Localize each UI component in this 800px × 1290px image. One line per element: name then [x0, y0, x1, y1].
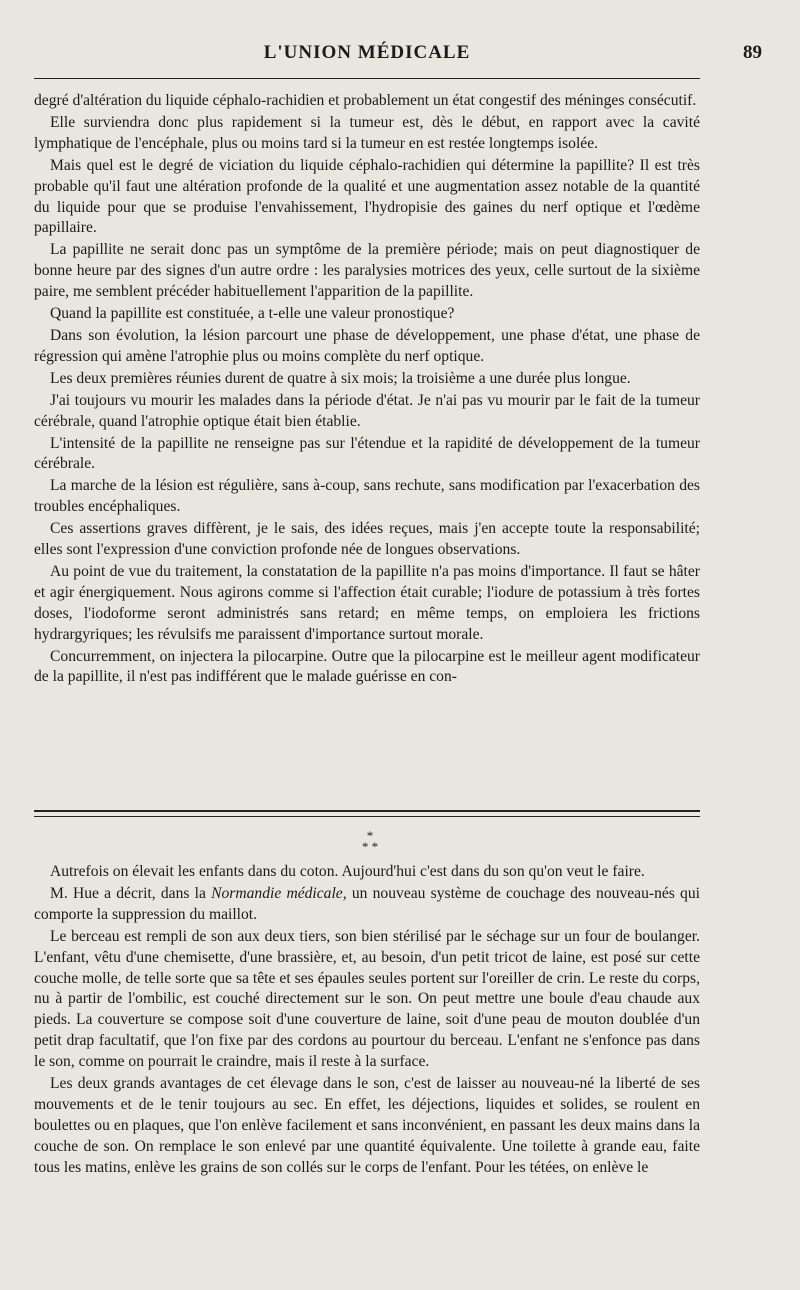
paragraph: Dans son évolution, la lésion parcourt une phase de développement, une phase d'état, une phase de régression qui amène l'atrophie plus ou moins complète du nerf optique. [34, 326, 700, 365]
article-son-bedding [34, 862, 700, 1180]
paragraph: La marche de la lésion est régulière, sans à-coup, sans rechute, sans modification par l'exacerbation des troubles encéphaliques. [34, 477, 700, 516]
journal-title: Normandie médicale, [211, 884, 347, 902]
paragraph: Concurremment, on injectera la pilocarpine. Outre que la pilocarpine est le meilleur agent modificateur de la papillite, il n'est pas indifférent que le malade guérisse en con- [34, 647, 700, 686]
page-number: 89 [743, 42, 762, 63]
running-title: L'UNION MÉDICALE [263, 42, 471, 63]
paragraph: Autrefois on élevait les enfants dans du coton. Aujourd'hui c'est dans du son qu'on veut le faire. [50, 863, 645, 880]
paragraph: Mais quel est le degré de viciation du liquide céphalo-rachidien qui détermine la papillite? Il est très probable qu'il faut une altération profonde de la qualité et une augmentation assez notable de la quantité du liquide pour que se produise l'envahissement, l'hydropisie des gaines du nerf optique et l'œdème papillaire. [34, 156, 700, 237]
paragraph: Elle surviendra donc plus rapidement si la tumeur est, dès le début, en rapport avec la cavité lymphatique de l'encéphale, plus ou moins tard si la tumeur en est restée longtemps isolée. [34, 113, 700, 152]
header-rule [34, 78, 700, 79]
paragraph: J'ai toujours vu mourir les malades dans la période d'état. Je n'ai pas vu mourir par le fait de la tumeur cérébrale, quand l'atrophie optique était bien établie. [34, 391, 700, 430]
paragraph [34, 884, 700, 926]
paragraph: Les deux grands avantages de cet élevage dans le son, c'est de laisser au nouveau-né la liberté de ses mouvements et de le tenir toujours au sec. En effet, les déjections, liquides et solides, se roulent en boulettes ou en plaques, que l'on enlève facilement et sans inconvénient, en passant les deux mains dans la couche de son. On remplace le son enlevé par une quantité équivalente. Une toilette à grande eau, faite tous les matins, enlève les grains de son collés sur le corps de l'enfant. Pour les tétées, on enlève le [34, 1075, 700, 1176]
article-continuation [34, 91, 700, 689]
paragraph: Les deux premières réunies durent de quatre à six mois; la troisième a une durée plus longue. [50, 369, 631, 387]
paragraph: L'intensité de la papillite ne renseigne pas sur l'étendue et la rapidité de développement de la tumeur cérébrale. [34, 434, 700, 473]
paragraph: Quand la papillite est constituée, a t-elle une valeur pronostique? [50, 305, 455, 323]
paragraph: Le berceau est rempli de son aux deux tiers, son bien stérilisé par le séchage sur un four de boulanger. L'enfant, vêtu d'une chemisette, d'une brassière, et, au besoin, d'un petit tricot de laine, est posé sur cette couche molle, de telle sorte que sa tête et ses épaules seules portent sur l'oreiller de crin. Le reste du corps, nu à partir de l'ombilic, est couché directement sur le son. On peut mettre une boule d'eau chaude aux pieds. La couverture se compose soit d'une couverture de laine, soit d'une peau de mouton doublée d'un petit drap facultatif, que l'on fixe par des cordons au pourtour du berceau. L'enfant ne s'enfonce pas dans le son, comme on pourrait le craindre, mais il reste à la surface. [34, 927, 700, 1071]
paragraph: La papillite ne serait donc pas un symptôme de la première période; mais on peut diagnostiquer de bonne heure par des signes d'un autre ordre : les paralysies motrices des yeux, celle surtout de la sixième paire, me semblent précéder habituellement l'apparition de la papillite. [34, 241, 700, 301]
asterism [0, 830, 740, 852]
page-header [34, 42, 762, 70]
asterism-glyphs: * * * [361, 828, 379, 854]
paragraph: Ces assertions graves diffèrent, je le sais, des idées reçues, mais j'en accepte toute la responsabilité; elles sont l'expression d'une conviction profonde née de longues observations. [34, 520, 700, 559]
text-run: un nouveau système de couchage des nouveau-nés qui comporte la suppression du maillot. [34, 884, 700, 923]
paragraph: Au point de vue du traitement, la constatation de la papillite n'a pas moins d'importance. Il faut se hâter et agir énergiquement. Nous agirons comme si l'affection était curable; l'iodure de potassium à très fortes doses, l'iodoforme seront administrés sans retard; en même temps, on emploiera les frictions hydrargyriques; les révulsifs me paraissent d'importance surtout morale. [34, 562, 700, 643]
paragraph: degré d'altération du liquide céphalo-rachidien et probablement un état congestif des méninges consécutif. [34, 92, 697, 109]
section-divider [34, 810, 700, 817]
text-run: M. Hue a décrit, dans la [50, 884, 212, 902]
